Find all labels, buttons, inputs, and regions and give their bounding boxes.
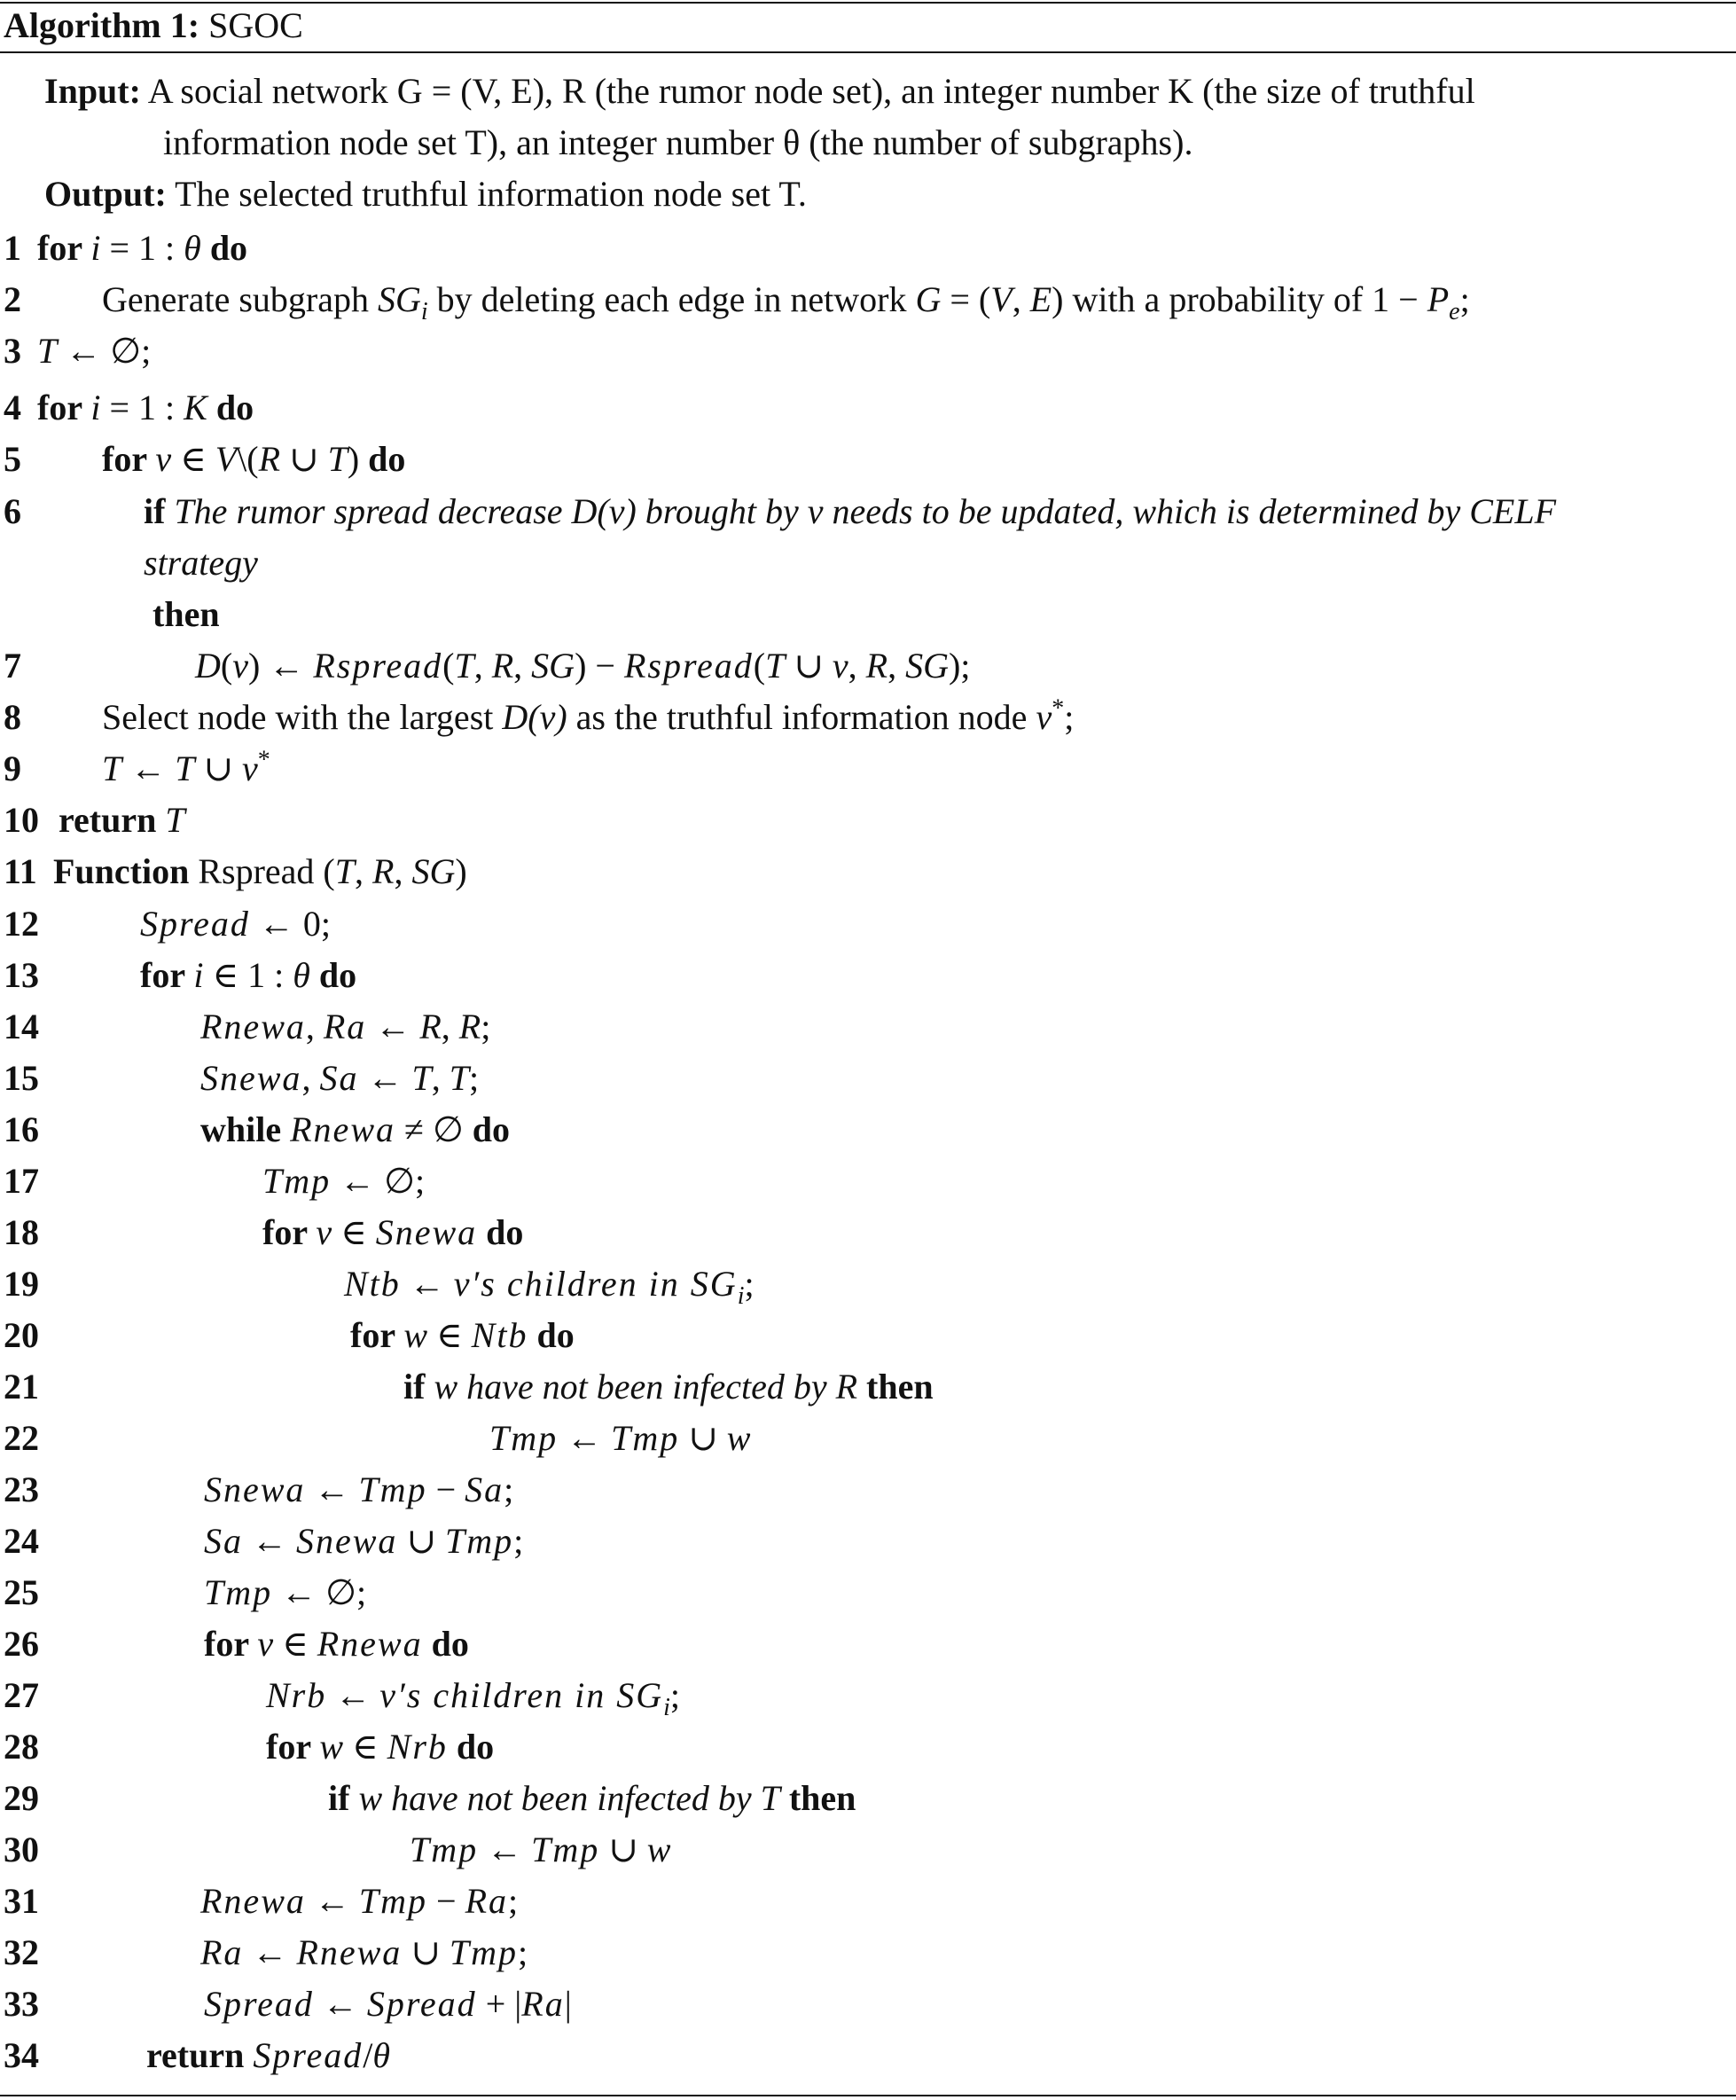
math-token: i — [90, 228, 101, 268]
code-text: \( — [237, 439, 259, 479]
math-token: T — [454, 646, 474, 686]
code-text: Generate subgraph — [102, 279, 378, 319]
math-token: Rspread — [623, 646, 754, 686]
header-rule — [0, 51, 1736, 53]
line-code — [152, 593, 220, 636]
math-token: Sa — [319, 1058, 359, 1098]
math-token: Spread — [366, 1984, 477, 2024]
code-text: Select node with the largest — [102, 697, 503, 737]
line-number: 9 — [4, 748, 21, 788]
math-token: w — [726, 1418, 751, 1458]
line-code — [195, 645, 970, 687]
line-code — [144, 542, 258, 584]
math-token: w — [319, 1727, 344, 1767]
keyword: then — [857, 1367, 934, 1407]
math-token: R — [491, 646, 514, 686]
math-token: Ra — [521, 1984, 565, 2024]
code-text: ; — [481, 1007, 491, 1046]
line-number: 34 — [4, 2035, 39, 2075]
math-token: Tmp — [449, 1932, 518, 1972]
line-number: 13 — [4, 955, 39, 995]
code-text: ← ∅; — [57, 331, 152, 371]
line-code — [204, 1571, 366, 1614]
line-code — [410, 1829, 670, 1871]
line-code — [37, 227, 247, 270]
keyword: do — [422, 1624, 469, 1664]
output-text: The selected truthful information node set T. — [175, 174, 807, 214]
math-token: SG — [905, 646, 949, 686]
bottom-rule — [0, 2095, 1736, 2096]
math-token: T — [37, 331, 58, 371]
math-token: e — [1449, 298, 1460, 325]
math-token: Snewa — [375, 1212, 478, 1252]
line-code — [200, 1932, 528, 1974]
line-code — [350, 1314, 575, 1357]
math-token: w — [403, 1315, 428, 1355]
line-number: 4 — [4, 388, 21, 427]
input-line-2: information node set T), an integer number θ (the number of subgraphs). — [163, 122, 1193, 162]
code-text: , — [305, 1007, 324, 1046]
code-text: , — [473, 646, 492, 686]
math-token: Ra — [200, 1932, 244, 1972]
keyword: if — [144, 491, 175, 531]
code-text: , — [848, 646, 866, 686]
keyword: do — [309, 955, 357, 995]
code-text: ← — [366, 1007, 420, 1046]
code-text: ∪ — [397, 1521, 445, 1561]
code-text: , — [355, 851, 373, 891]
keyword: return — [59, 800, 166, 840]
line-code — [200, 1109, 510, 1151]
code-text: , — [301, 1058, 320, 1098]
code-text: ; — [669, 1675, 681, 1715]
code-text: ∈ — [427, 1315, 472, 1355]
math-token: Rnewa — [200, 1881, 306, 1921]
line-code — [102, 278, 1470, 325]
math-token: R — [258, 439, 281, 479]
code-text: ( — [442, 646, 455, 686]
code-text: , — [1012, 279, 1030, 319]
code-text: ← — [305, 1881, 359, 1921]
math-token: i — [663, 1694, 670, 1721]
math-token: v — [316, 1212, 332, 1252]
line-code — [403, 1366, 934, 1408]
code-text: ← ∅; — [272, 1572, 367, 1612]
math-token: V — [215, 439, 238, 479]
line-code — [266, 1726, 494, 1768]
line-code — [204, 1469, 513, 1511]
line-code — [200, 1880, 518, 1923]
code-text: ∪ — [785, 646, 833, 686]
code-text: ∈ — [343, 1727, 387, 1767]
keyword: for — [37, 228, 91, 268]
line-code — [266, 1674, 681, 1721]
code-text: ; — [468, 1058, 480, 1098]
keyword: do — [447, 1727, 495, 1767]
line-number: 20 — [4, 1315, 39, 1355]
math-token: θ — [293, 955, 310, 995]
math-token: i — [90, 388, 101, 427]
math-token: SG — [411, 851, 456, 891]
line-number: 1 — [4, 228, 21, 268]
line-number: 16 — [4, 1109, 39, 1149]
keyword: do — [528, 1315, 575, 1355]
code-text: = 1 : — [100, 388, 184, 427]
math-token: T — [102, 748, 122, 788]
math-token: i — [193, 955, 204, 995]
code-text: ) ← — [247, 646, 314, 686]
code-text: − — [426, 1469, 465, 1509]
keyword: do — [477, 1212, 524, 1252]
code-text: as the truthful information node — [567, 697, 1036, 737]
math-token: Nrb — [387, 1727, 448, 1767]
line-number: 28 — [4, 1727, 39, 1767]
line-code — [204, 1520, 523, 1563]
keyword: for — [266, 1727, 320, 1767]
code-text: ; — [1459, 279, 1470, 319]
math-token: R — [419, 1007, 442, 1046]
keyword: while — [200, 1109, 291, 1149]
line-number: 17 — [4, 1161, 39, 1201]
line-number: 7 — [4, 646, 21, 686]
math-token: Rspread — [313, 646, 443, 686]
input-block — [44, 66, 1711, 168]
line-code — [204, 1983, 572, 2026]
line-number: 26 — [4, 1624, 39, 1664]
line-number: 5 — [4, 439, 21, 479]
math-token: v — [832, 646, 848, 686]
code-text: ← — [558, 1418, 612, 1458]
keyword: for — [102, 439, 156, 479]
input-line-1: A social network G = (V, E), R (the rumor node set), an integer number K (the size of truthful — [147, 71, 1475, 111]
math-token: E — [1029, 279, 1052, 319]
code-text: ; — [744, 1264, 755, 1304]
code-text: ← — [478, 1830, 532, 1869]
keyword: then — [152, 594, 220, 634]
code-text: , — [888, 646, 906, 686]
line-number: 19 — [4, 1264, 39, 1304]
code-text: ; — [1064, 697, 1075, 737]
math-token: T — [334, 851, 356, 891]
math-token: Tmp — [611, 1418, 680, 1458]
math-token: T — [765, 646, 786, 686]
input-label: Input: — [44, 71, 141, 111]
line-number: 12 — [4, 904, 39, 944]
line-number: 21 — [4, 1367, 39, 1407]
line-code — [144, 490, 1556, 533]
code-text: ← 0; — [249, 904, 331, 944]
math-token: D — [195, 646, 221, 686]
line-code — [204, 1623, 469, 1665]
math-token: * — [1052, 694, 1065, 723]
line-number: 31 — [4, 1881, 39, 1921]
code-text: ) — [347, 439, 369, 479]
math-token: Snewa — [296, 1521, 398, 1561]
math-token: Rnewa — [296, 1932, 403, 1972]
math-token: Tmp — [410, 1830, 479, 1869]
line-number: 22 — [4, 1418, 39, 1458]
line-code — [262, 1160, 425, 1203]
code-text: ← — [121, 748, 176, 788]
math-token: Ra — [323, 1007, 367, 1046]
keyword: if — [403, 1367, 434, 1407]
code-text: ; — [517, 1932, 528, 1972]
line-code — [53, 850, 467, 893]
math-token: θ — [184, 228, 201, 268]
code-text: ∪ — [194, 748, 243, 788]
keyword: Function — [53, 851, 199, 891]
output-block — [44, 168, 1711, 220]
keyword: for — [350, 1315, 404, 1355]
math-token: SG — [377, 279, 421, 319]
line-number: 32 — [4, 1932, 39, 1972]
math-token: w — [646, 1830, 671, 1869]
code-text: ; — [513, 1521, 524, 1561]
code-text: | — [564, 1984, 572, 2024]
math-token: Sa — [465, 1469, 504, 1509]
keyword: return — [146, 2035, 254, 2075]
math-token: v — [1036, 697, 1052, 737]
code-text: , — [431, 1058, 450, 1098]
code-text: ← ∅; — [331, 1161, 426, 1201]
code-text: by deleting each edge in network — [427, 279, 916, 319]
line-code — [37, 387, 254, 429]
math-token: v — [155, 439, 172, 479]
math-token: Tmp — [358, 1469, 427, 1509]
keyword: do — [368, 439, 406, 479]
line-number: 14 — [4, 1007, 39, 1046]
math-token: v — [257, 1624, 274, 1664]
math-token: R — [865, 646, 888, 686]
math-token: SG — [531, 646, 575, 686]
line-number: 3 — [4, 331, 21, 371]
math-token: T — [175, 748, 195, 788]
code-text: ); — [948, 646, 971, 686]
code-text: + | — [476, 1984, 522, 2024]
code-text: , — [513, 646, 532, 686]
algorithm-label: Algorithm 1: — [4, 5, 200, 45]
code-text: ← — [243, 1521, 296, 1561]
line-number: 24 — [4, 1521, 39, 1561]
math-token: T — [449, 1058, 469, 1098]
math-token: P — [1427, 279, 1450, 319]
math-token: strategy — [144, 543, 258, 583]
math-token: i — [737, 1282, 745, 1310]
line-code — [344, 1263, 755, 1310]
line-number: 30 — [4, 1830, 39, 1869]
math-token: D(v) — [502, 697, 567, 737]
algorithm-name: SGOC — [208, 5, 303, 45]
line-code — [328, 1777, 856, 1820]
math-token: R — [372, 851, 395, 891]
math-token: v — [232, 646, 248, 686]
code-text: / — [363, 2035, 373, 2075]
line-code — [59, 799, 185, 842]
keyword: for — [140, 955, 194, 995]
keyword: for — [204, 1624, 258, 1664]
code-text: ∈ 1 : — [203, 955, 293, 995]
math-token: Tmp — [262, 1161, 332, 1201]
code-text: ← — [326, 1675, 380, 1715]
code-text: ∪ — [280, 439, 328, 479]
line-number: 33 — [4, 1984, 39, 2024]
code-text: ) with a probability of 1 − — [1052, 279, 1427, 319]
line-code — [37, 330, 151, 372]
code-text: − — [427, 1881, 465, 1921]
math-token: w have not been infected by T — [358, 1778, 780, 1818]
line-code — [262, 1211, 523, 1254]
keyword: for — [37, 388, 91, 427]
code-text: ) — [455, 851, 467, 891]
line-number: 23 — [4, 1469, 39, 1509]
code-text: = ( — [941, 279, 991, 319]
math-token: Sa — [204, 1521, 243, 1561]
math-token: v′s children in SG — [379, 1675, 664, 1715]
code-text: ∈ — [273, 1624, 317, 1664]
algorithm-title — [4, 4, 303, 48]
math-token: v — [242, 748, 258, 788]
math-token: K — [184, 388, 207, 427]
math-token: Ntb — [471, 1315, 528, 1355]
code-text: ( — [220, 646, 233, 686]
line-number: 27 — [4, 1675, 39, 1715]
code-text: ← — [243, 1932, 297, 1972]
math-token: w have not been infected by R — [434, 1367, 858, 1407]
math-token: Spread — [253, 2035, 364, 2075]
math-token: Rnewa — [290, 1109, 395, 1149]
code-text: ) − — [575, 646, 624, 686]
line-code — [489, 1417, 750, 1460]
line-number: 8 — [4, 697, 21, 737]
math-token: Snewa — [200, 1058, 302, 1098]
math-token: θ — [372, 2035, 390, 2075]
keyword: do — [207, 388, 254, 427]
code-text: ∈ — [332, 1212, 376, 1252]
math-token: Snewa — [204, 1469, 306, 1509]
code-text: ← — [313, 1984, 367, 2024]
line-number: 15 — [4, 1058, 39, 1098]
math-token: Tmp — [489, 1418, 559, 1458]
keyword: do — [200, 228, 248, 268]
keyword: do — [472, 1109, 511, 1149]
code-text: ∈ — [171, 439, 215, 479]
line-code — [146, 2034, 390, 2077]
math-token: Ntb — [344, 1264, 401, 1304]
math-token: Spread — [140, 904, 250, 944]
keyword: then — [779, 1778, 856, 1818]
line-code — [102, 748, 270, 790]
line-number: 18 — [4, 1212, 39, 1252]
code-text: ( — [753, 646, 766, 686]
line-number: 6 — [4, 491, 21, 531]
math-token: Nrb — [266, 1675, 327, 1715]
math-token: Rnewa — [200, 1007, 306, 1046]
math-token: T — [165, 800, 185, 840]
math-token: R — [458, 1007, 481, 1046]
code-text: , — [441, 1007, 459, 1046]
math-token: G — [915, 279, 942, 319]
line-code — [200, 1057, 479, 1100]
math-token: T — [327, 439, 348, 479]
code-text: ∪ — [679, 1418, 727, 1458]
line-code — [200, 1006, 490, 1048]
line-code — [102, 438, 405, 481]
code-text: ← — [358, 1058, 412, 1098]
math-token: Tmp — [531, 1830, 600, 1869]
math-token: V — [990, 279, 1013, 319]
line-number: 10 — [4, 800, 39, 840]
output-label: Output: — [44, 174, 167, 214]
code-text: ← — [305, 1469, 359, 1509]
code-text: , — [394, 851, 412, 891]
line-number: 11 — [4, 851, 37, 891]
code-text: ∪ — [402, 1932, 450, 1972]
code-text: = 1 : — [100, 228, 184, 268]
keyword: for — [262, 1212, 317, 1252]
math-token: Rnewa — [317, 1624, 423, 1664]
code-text: ; — [504, 1469, 514, 1509]
code-text: ∪ — [599, 1830, 647, 1869]
math-token: i — [420, 298, 428, 325]
code-text: ← — [400, 1264, 454, 1304]
keyword: if — [328, 1778, 359, 1818]
math-token: T — [411, 1058, 432, 1098]
line-code — [140, 903, 331, 945]
math-token: The rumor spread decrease D(v) brought by v needs to be updated, which is determined by CELF — [174, 491, 1557, 531]
code-text: ≠ ∅ — [395, 1109, 473, 1149]
math-token: Tmp — [358, 1881, 428, 1921]
math-token: Tmp — [444, 1521, 514, 1561]
line-number: 25 — [4, 1572, 39, 1612]
math-token: Tmp — [204, 1572, 273, 1612]
line-number: 2 — [4, 279, 21, 319]
math-token: * — [257, 746, 270, 774]
code-text: ; — [508, 1881, 519, 1921]
line-number: 29 — [4, 1778, 39, 1818]
math-token: Ra — [465, 1881, 509, 1921]
line-code — [140, 954, 356, 997]
code-text: Rspread ( — [198, 851, 335, 891]
line-code — [102, 696, 1074, 739]
math-token: Spread — [204, 1984, 314, 2024]
math-token: v′s children in SG — [453, 1264, 738, 1304]
